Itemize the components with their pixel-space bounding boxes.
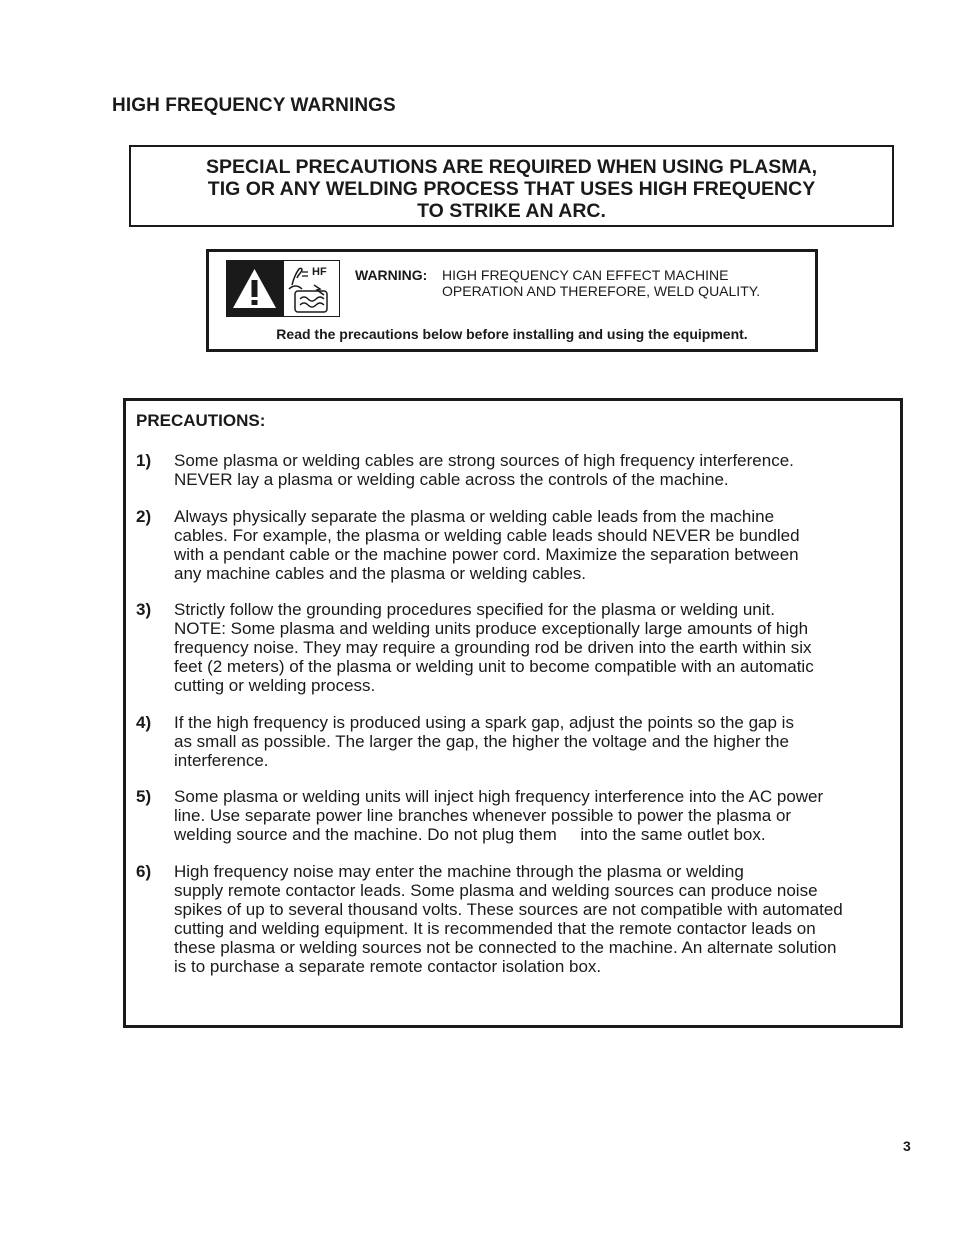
precaution-text-line: feet (2 meters) of the plasma or welding unit to become compatible with an automatic: [174, 657, 814, 676]
special-precautions-line: SPECIAL PRECAUTIONS ARE REQUIRED WHEN USING PLASMA,: [205, 156, 818, 178]
precaution-text-line: High frequency noise may enter the machine through the plasma or welding: [174, 862, 744, 881]
precaution-text-line: Strictly follow the grounding procedures specified for the plasma or welding unit.: [174, 600, 775, 619]
precaution-number: 5): [136, 787, 152, 806]
precaution-text-line: interference.: [174, 751, 269, 770]
precaution-text-line: line. Use separate power line branches whenever possible to power the plasma or: [174, 806, 792, 825]
precaution-text-line: NOTE: Some plasma and welding units produce exceptionally large amounts of high: [174, 619, 809, 638]
precautions-title: PRECAUTIONS:: [136, 411, 266, 430]
special-precautions-line: TIG OR ANY WELDING PROCESS THAT USES HIGH FREQUENCY: [207, 178, 816, 200]
warning-text-line: OPERATION AND THEREFORE, WELD QUALITY.: [442, 283, 761, 299]
hf-icon-label: HF: [312, 266, 327, 278]
precaution-text-line: Some plasma or welding units will inject high frequency interference into the AC power: [174, 787, 824, 806]
warning-label: WARNING:: [355, 267, 428, 283]
precaution-text-line: frequency noise. They may require a grounding rod be driven into the earth within six: [174, 638, 812, 657]
warning-text-line: HIGH FREQUENCY CAN EFFECT MACHINE: [442, 267, 729, 283]
precaution-number: 4): [136, 713, 152, 732]
precautions-box: [123, 398, 903, 1028]
special-precautions-box: [129, 145, 894, 227]
section-title: HIGH FREQUENCY WARNINGS: [112, 95, 396, 116]
warning-read-note: Read the precautions below before installing and using the equipment.: [276, 326, 748, 342]
precaution-text-line: as small as possible. The larger the gap, the higher the voltage and the higher the: [174, 732, 789, 751]
page-number: 3: [903, 1138, 911, 1154]
special-precautions-line: TO STRIKE AN ARC.: [417, 200, 606, 222]
precaution-text-line: Some plasma or welding cables are strong sources of high frequency interference.: [174, 451, 794, 470]
precaution-text-line: Always physically separate the plasma or welding cable leads from the machine: [174, 507, 775, 526]
precaution-text-line: cutting or welding process.: [174, 676, 376, 695]
precaution-number: 3): [136, 600, 152, 619]
precaution-text-line: supply remote contactor leads. Some plasma and welding sources can produce noise: [174, 881, 818, 900]
precaution-text-line: If the high frequency is produced using a spark gap, adjust the points so the gap is: [174, 713, 794, 732]
precaution-text-line: these plasma or welding sources not be connected to the machine. An alternate solution: [174, 938, 837, 957]
precaution-number: 2): [136, 507, 152, 526]
warning-box: [206, 249, 818, 352]
precaution-text-line: cables. For example, the plasma or welding cable leads should NEVER be bundled: [174, 526, 800, 545]
precaution-text-line: spikes of up to several thousand volts. These sources are not compatible with automated: [174, 900, 843, 919]
precaution-text-line: is to purchase a separate remote contactor isolation box.: [174, 957, 602, 976]
precaution-number: 6): [136, 862, 152, 881]
precaution-text-line: NEVER lay a plasma or welding cable across the controls of the machine.: [174, 470, 729, 489]
precaution-number: 1): [136, 451, 152, 470]
precaution-text-line: cutting and welding equipment. It is recommended that the remote contactor leads on: [174, 919, 816, 938]
precaution-text-line: with a pendant cable or the machine power cord. Maximize the separation between: [174, 545, 799, 564]
exclamation-triangle-icon: [226, 260, 283, 317]
high-frequency-hazard-icon: [283, 260, 340, 317]
precaution-text-line: welding source and the machine. Do not plug them into the same outlet box.: [174, 825, 766, 844]
precaution-text-line: any machine cables and the plasma or welding cables.: [174, 564, 587, 583]
